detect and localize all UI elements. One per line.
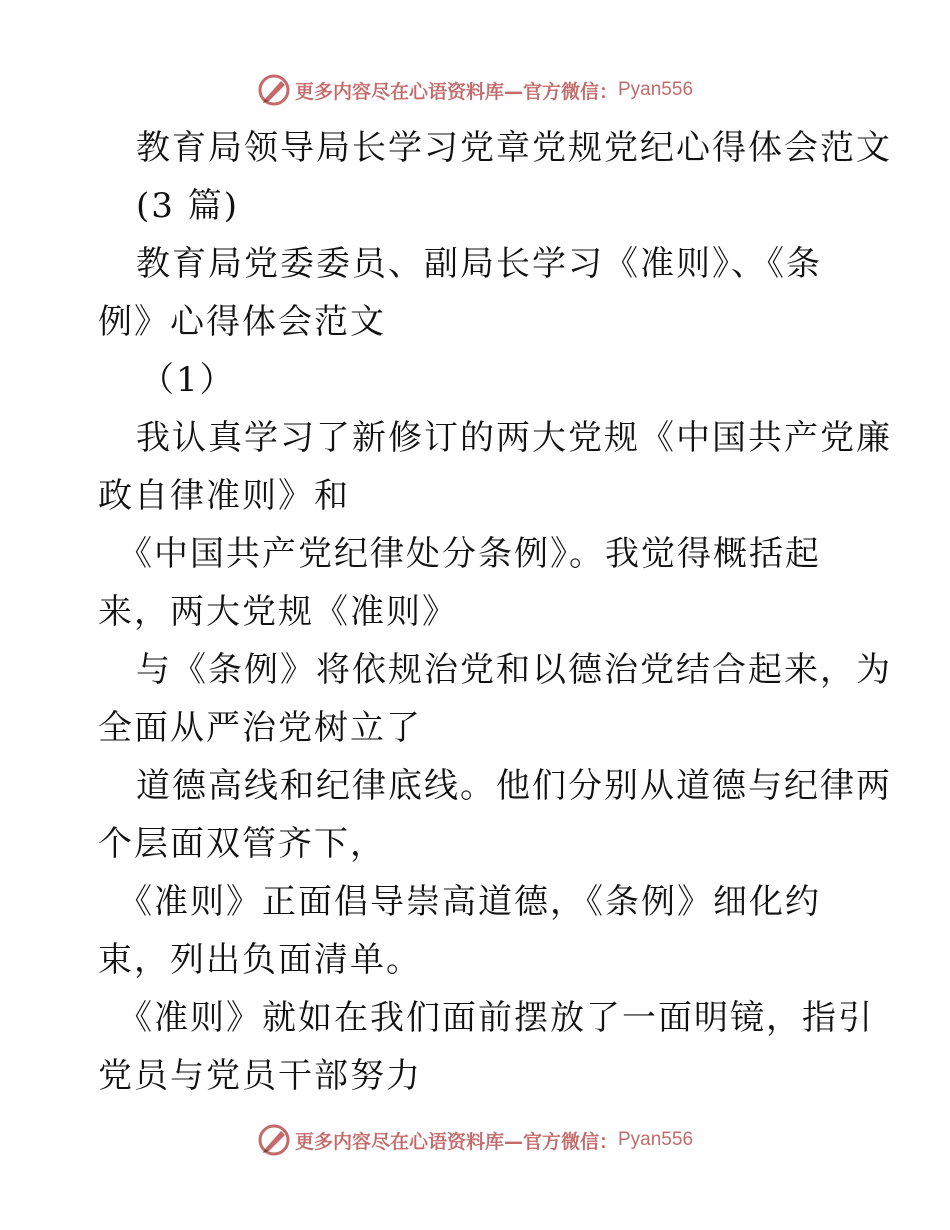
watermark-text: 更多内容尽在心语资料库—官方微信： xyxy=(294,80,618,103)
pen-logo-icon xyxy=(257,1123,291,1157)
doc-title-line-2: (3 篇) xyxy=(136,186,239,226)
paragraph-line: 《准则》就如在我们面前摆放了一面明镜，指引 xyxy=(118,998,874,1038)
paragraph-line: 道德高线和纪律底线。他们分别从道德与纪律两 xyxy=(136,766,892,806)
paragraph-line: 政自律准则》和 xyxy=(98,476,350,516)
paragraph-line: 《准则》正面倡导崇高道德，《条例》细化约 xyxy=(118,882,821,922)
watermark-id: Pyan556 xyxy=(618,79,694,100)
paragraph-line: 与《条例》将依规治党和以德治党结合起来，为 xyxy=(136,650,892,690)
pen-logo-icon xyxy=(257,73,291,107)
paragraph-line: 束，列出负面清单。 xyxy=(98,940,422,980)
doc-title-line-1: 教育局领导局长学习党章党规党纪心得体会范文 xyxy=(136,128,892,168)
watermark-id: Pyan556 xyxy=(618,1129,694,1150)
paragraph-line: 个层面双管齐下， xyxy=(98,824,386,864)
footer-watermark xyxy=(0,1120,950,1160)
section-number: （1） xyxy=(140,360,236,400)
doc-subtitle-line-1: 教育局党委委员、副局长学习《准则》、《条 xyxy=(136,244,822,284)
doc-subtitle-line-2: 例》心得体会范文 xyxy=(98,302,386,342)
paragraph-line: 《中国共产党纪律处分条例》。我觉得概括起 xyxy=(118,534,821,574)
paragraph-line: 来，两大党规《准则》 xyxy=(98,592,458,632)
paragraph-line: 党员与党员干部努力 xyxy=(98,1056,422,1096)
paragraph-line: 我认真学习了新修订的两大党规《中国共产党廉 xyxy=(136,418,892,458)
paragraph-line: 全面从严治党树立了 xyxy=(98,708,422,748)
header-watermark xyxy=(0,70,950,110)
watermark-text: 更多内容尽在心语资料库—官方微信： xyxy=(294,1130,618,1153)
